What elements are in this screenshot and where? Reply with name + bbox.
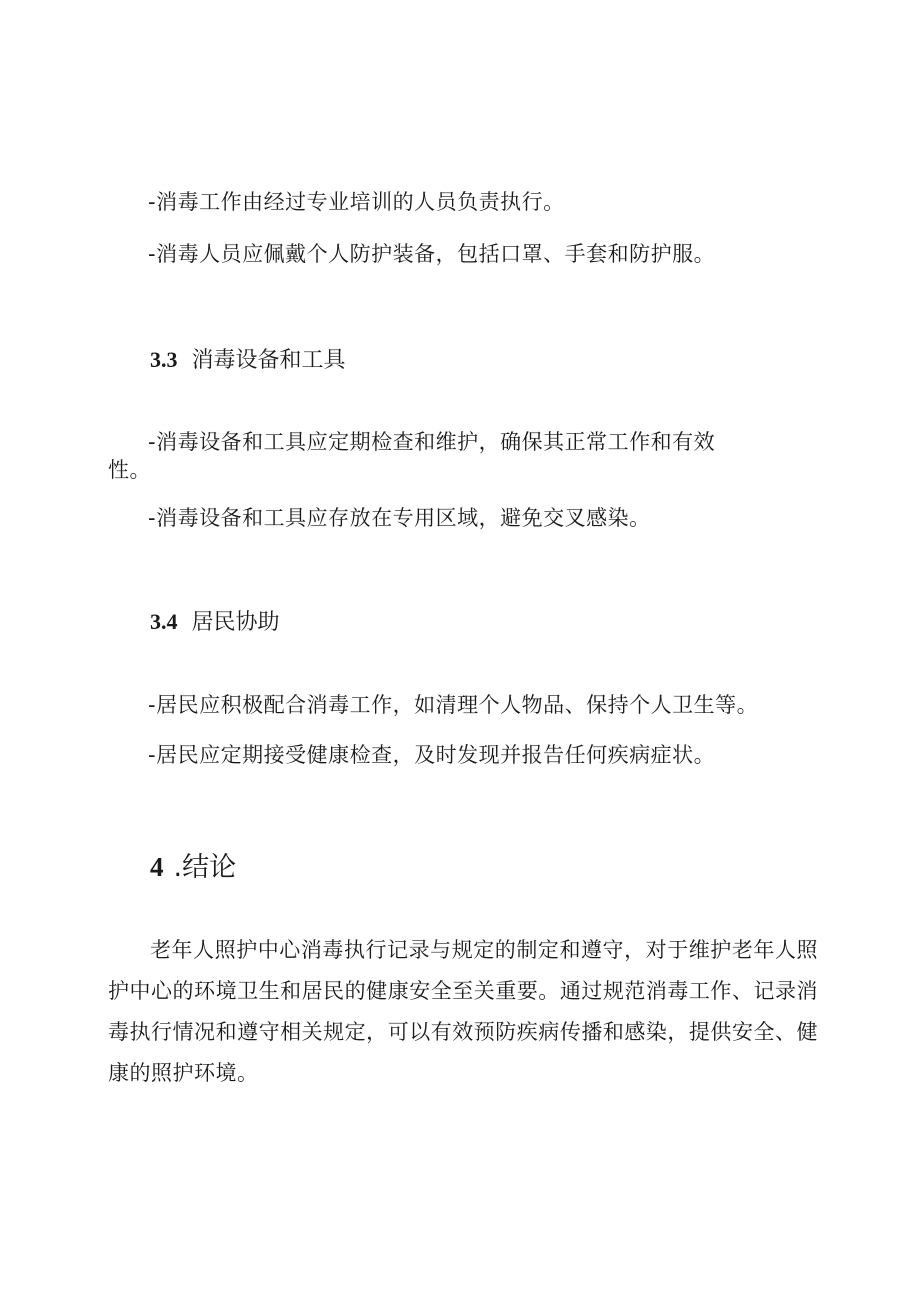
list-item: -居民应积极配合消毒工作，如清理个人物品、保持个人卫生等。 [148, 693, 759, 717]
list-item: -消毒工作由经过专业培训的人员负责执行。 [148, 190, 565, 214]
section-number: 3.4 [150, 609, 178, 634]
section-title: 消毒设备和工具 [191, 348, 346, 373]
list-item: -消毒人员应佩戴个人防护装备，包括口罩、手套和防护服。 [148, 242, 716, 266]
section-number: 4 [150, 852, 164, 882]
list-item: -居民应定期接受健康检查，及时发现并报告任何疾病症状。 [148, 743, 716, 767]
section-title: .结论 [173, 852, 237, 883]
section-heading-4 [150, 850, 236, 885]
section-title: 居民协助 [191, 610, 280, 635]
list-item: -消毒设备和工具应存放在专用区域，避免交叉感染。 [148, 506, 651, 530]
section-number: 3.3 [150, 347, 178, 372]
list-item-continuation: 性。 [108, 458, 151, 482]
section-heading-3-4 [150, 607, 280, 638]
section-heading-3-3 [150, 345, 346, 376]
list-item: -消毒设备和工具应定期检查和维护，确保其正常工作和有效 [148, 430, 716, 454]
conclusion-paragraph: 老年人照护中心消毒执行记录与规定的制定和遵守，对于维护老年人照护中心的环境卫生和居民的健康安全至关重要。通过规范消毒工作、记录消毒执行情况和遵守相关规定，可以有效预防疾病传播和感染，提供安全、健康的照护环境。 [108, 938, 818, 1085]
